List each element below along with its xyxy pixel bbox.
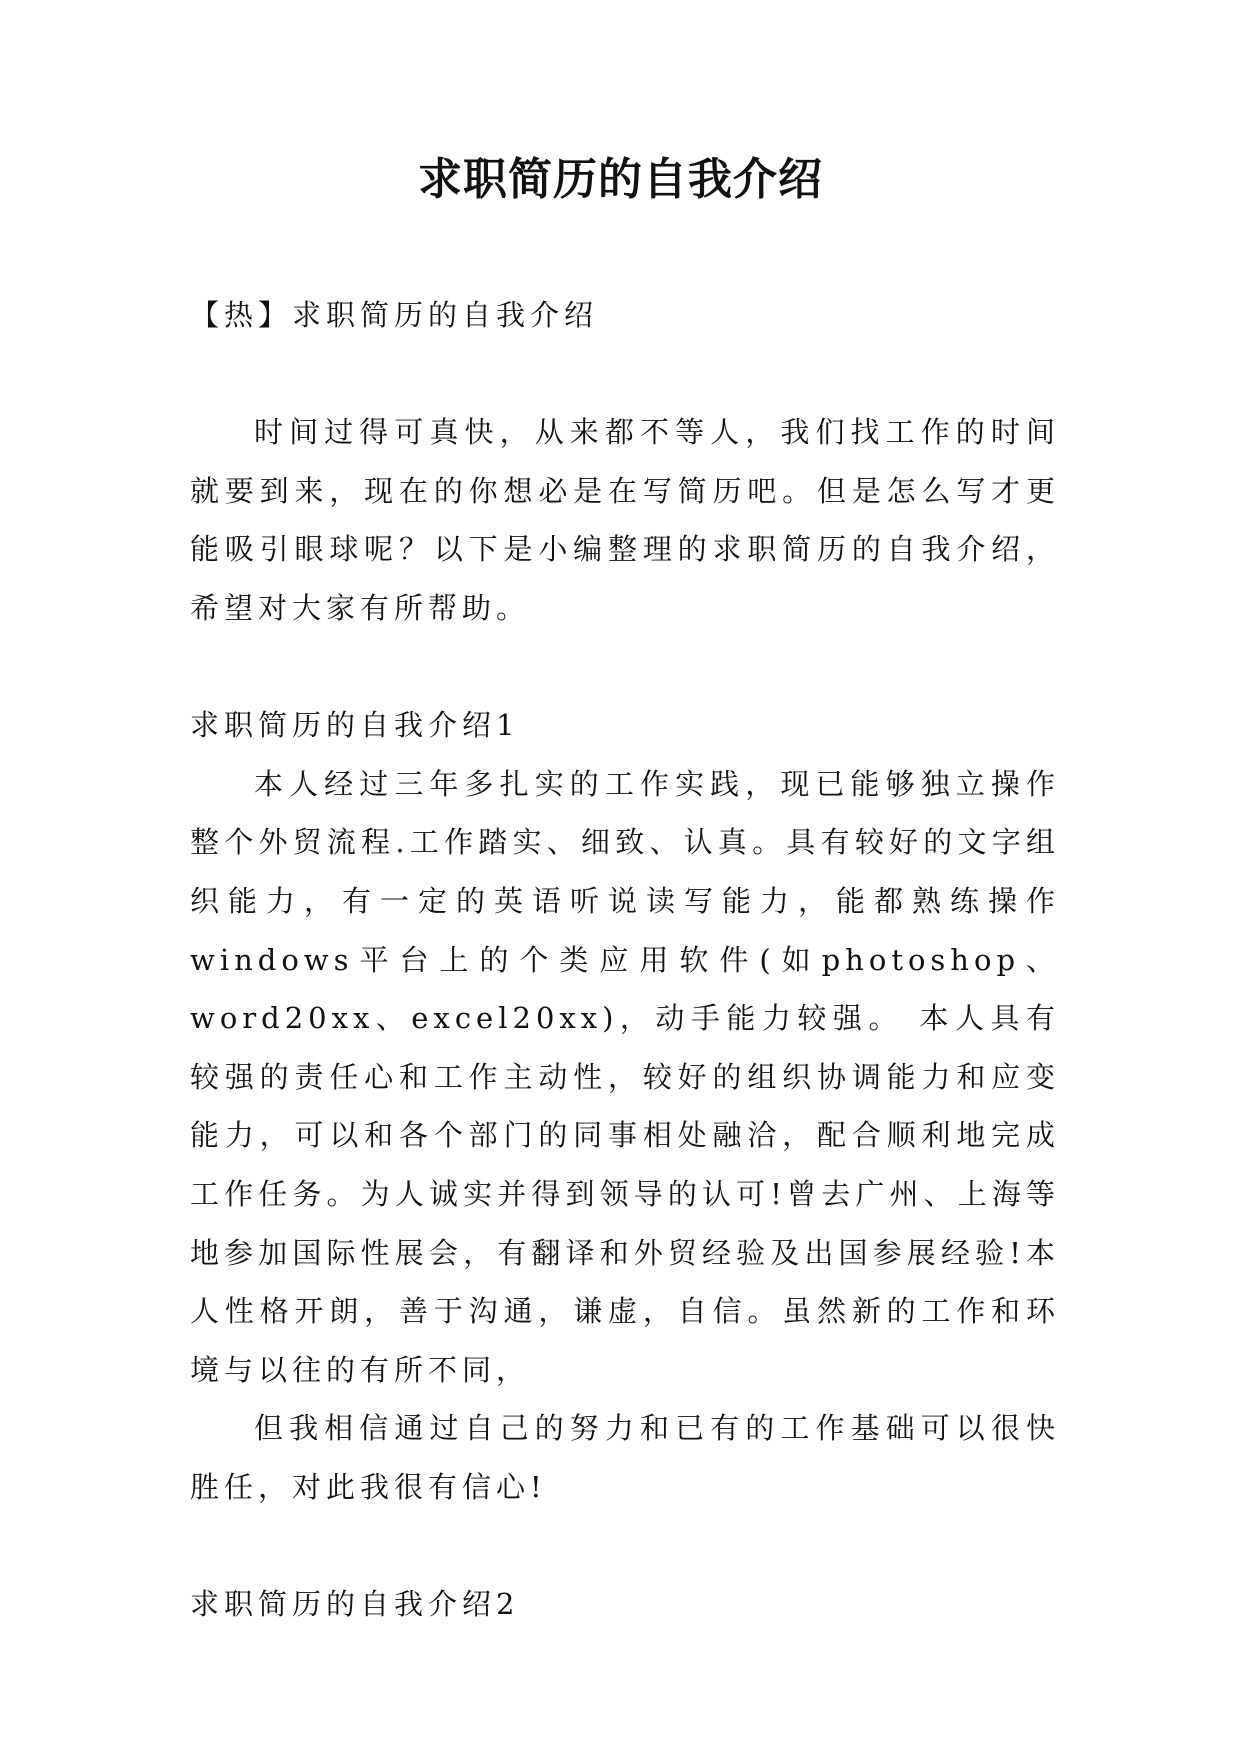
spacer <box>190 1516 1060 1575</box>
section-1-paragraph-1: 本人经过三年多扎实的工作实践，现已能够独立操作整个外贸流程.工作踏实、细致、认真。具有较好的文字组织能力，有一定的英语听说读写能力，能都熟练操作windows平台上的个类应用软件(如photoshop、word20xx、excel20xx)，动手能力较强。 本人具有较强的责任心和工作主动性，较好的组织协调能力和应变能力，可以和各个部门的同事相处融洽，配合顺利地完成工作任务。为人诚实并得到领导的认可!曾去广州、上海等地参加国际性展会，有翻译和外贸经验及出国参展经验!本人性格开朗，善于沟通，谦虚，自信。虽然新的工作和环境与以往的有所不同， <box>190 766 1060 1387</box>
spacer <box>190 638 1060 697</box>
section-1-paragraph-2: 但我相信通过自己的努力和已有的工作基础可以很快胜任，对此我很有信心! <box>190 1411 1060 1504</box>
intro-paragraph: 时间过得可真快，从来都不等人，我们找工作的时间就要到来，现在的你想必是在写简历吧。但是怎么写才更能吸引眼球呢？以下是小编整理的求职简历的自我介绍，希望对大家有所帮助。 <box>190 415 1060 625</box>
document-body <box>190 286 1060 1634</box>
section-heading-2: 求职简历的自我介绍2 <box>190 1587 520 1622</box>
section-heading-1: 求职简历的自我介绍1 <box>190 708 520 743</box>
document-subtitle: 【热】求职简历的自我介绍 <box>190 298 599 332</box>
document-title: 求职简历的自我介绍 <box>418 154 823 205</box>
spacer <box>190 345 1060 404</box>
